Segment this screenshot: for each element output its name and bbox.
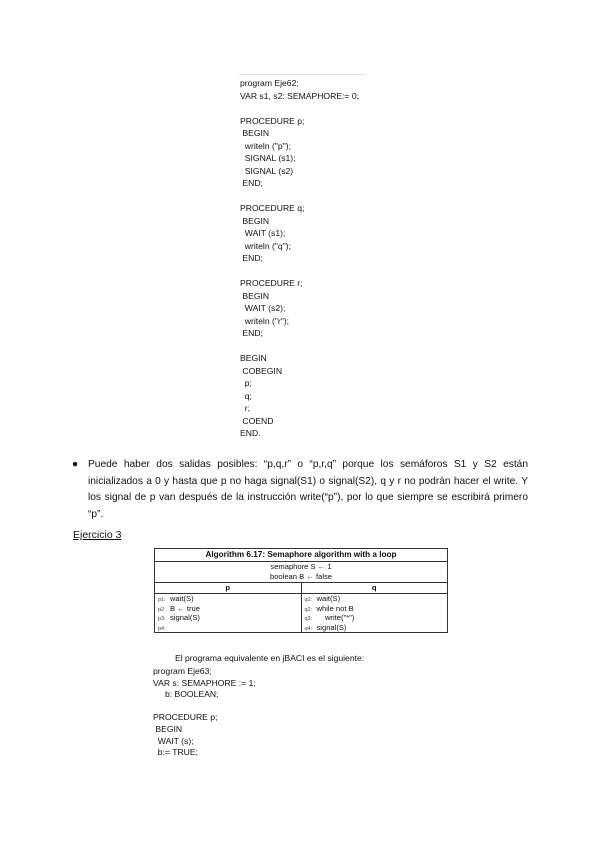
bullet-text: Puede haber dos salidas posibles: “p,q,r” o “p,r,q” porque los semáforos S1 y S2 están inicializados a 0 y hasta que p no haga signal(S1) o signal(S2), q y r no podrán hacer el write. Y los signal de p van después de la instrucción write(“p”), por lo que siempre se escribirá primero “p”. — [88, 459, 528, 520]
line-label: q1: — [304, 597, 313, 603]
line-label: q3: — [304, 616, 313, 623]
process-columns — [155, 583, 447, 632]
line-code: signal(S) — [170, 613, 200, 623]
p-line — [155, 623, 301, 633]
line-label: p4: — [158, 625, 166, 632]
p-line — [155, 613, 301, 623]
line-label: p1: — [158, 597, 166, 603]
line-label: p2: — [158, 606, 166, 613]
bullet-symbol: ● — [72, 459, 79, 470]
p-line — [155, 604, 301, 614]
line-code: signal(S) — [316, 622, 347, 632]
process-q-header: q — [302, 583, 448, 594]
process-q-column — [301, 583, 448, 632]
declaration-semaphore: semaphore S ← 1 — [270, 562, 332, 571]
algorithm-title: Algorithm 6.17: Semaphore algorithm with a loop — [155, 549, 447, 562]
q-line — [302, 623, 448, 633]
jbaci-caption: El programa equivalente en jBACI es el siguiente: — [175, 653, 365, 663]
line-code: B ← true — [170, 603, 200, 613]
q-line — [302, 594, 448, 604]
p-line — [155, 594, 301, 604]
q-line — [302, 613, 448, 623]
bullet-paragraph — [72, 457, 528, 523]
line-label: p3: — [158, 616, 166, 623]
line-code: while not B — [316, 603, 354, 613]
line-code: wait(S) — [170, 594, 194, 603]
code-block-eje62: program Eje62; VAR s1, s2: SEMAPHORE:= 0; PROCEDURE p; BEGIN writeln ("p"); SIGNAL (s1); SIGNAL (s2) END; PROCEDURE q; BEGIN WAIT (s1); writeln ("q"); END; PROCEDURE r; BEGIN WAIT (s2); writeln ("r"); END; BEGIN COBEGIN p; q; r; COEND END. — [240, 78, 359, 438]
process-p-header: p — [155, 583, 301, 594]
declaration-boolean: boolean B ← false — [155, 572, 447, 583]
code-top-rule — [238, 74, 366, 75]
process-p-column — [155, 583, 301, 632]
section-heading: Ejercicio 3 — [73, 529, 122, 541]
line-label: q2: — [304, 606, 313, 613]
code-block-eje63: program Eje63; VAR s: SEMAPHORE := 1; b: BOOLEAN; PROCEDURE p; BEGIN WAIT (s); b:= TRUE; — [153, 666, 256, 758]
line-code: write("*") — [316, 613, 355, 623]
algorithm-table — [154, 548, 448, 633]
line-code: wait(S) — [316, 594, 341, 603]
q-line — [302, 604, 448, 614]
line-label: q4: — [304, 625, 313, 632]
